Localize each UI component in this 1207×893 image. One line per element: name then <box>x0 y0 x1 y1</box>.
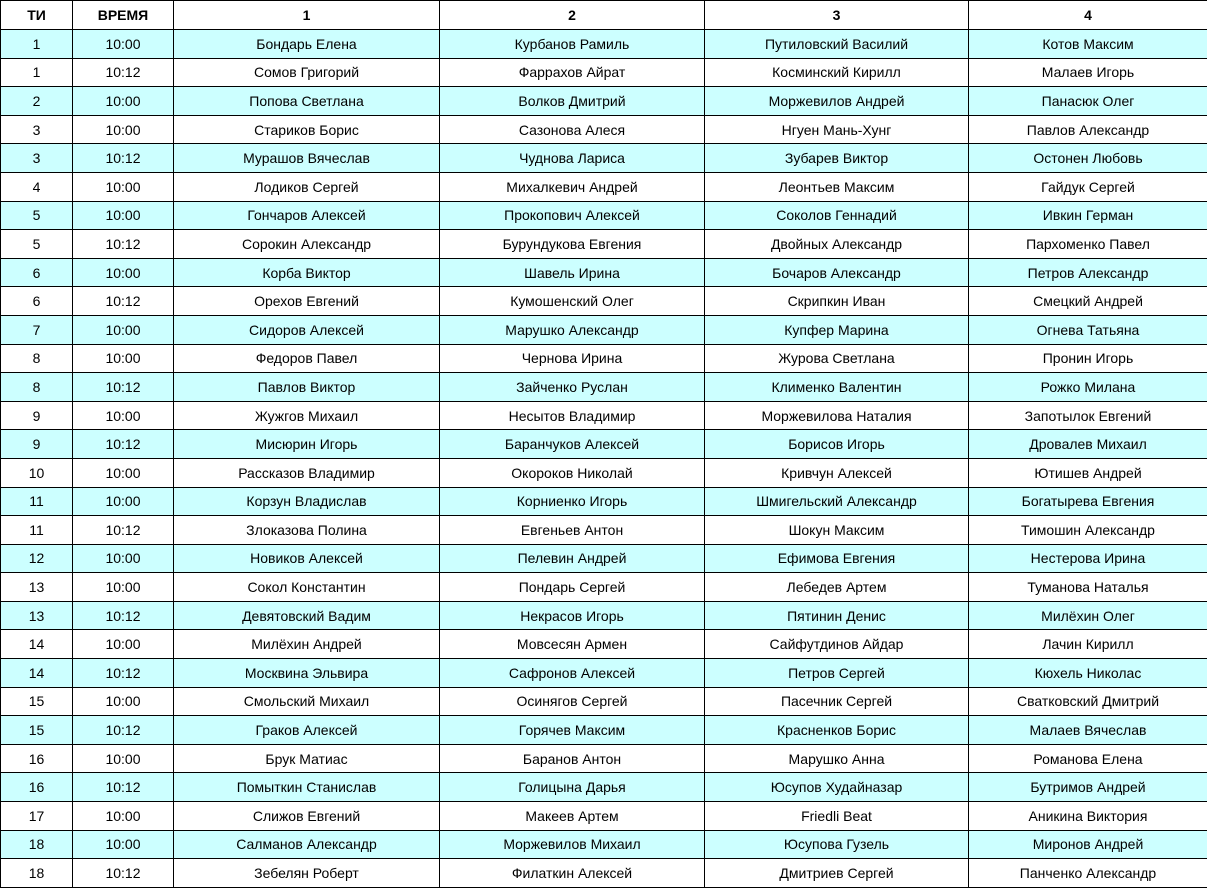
cell-time: 10:00 <box>73 687 174 716</box>
cell-player-4: Остонен Любовь <box>969 144 1207 173</box>
header-ti: ТИ <box>1 1 73 30</box>
cell-player-3: Двойных Александр <box>705 230 969 259</box>
cell-player-2: Михалкевич Андрей <box>440 172 705 201</box>
table-row <box>1 172 1207 201</box>
cell-player-1: Орехов Евгений <box>174 287 440 316</box>
cell-time: 10:12 <box>73 716 174 745</box>
cell-player-4: Ивкин Герман <box>969 201 1207 230</box>
table-row <box>1 230 1207 259</box>
cell-player-4: Миронов Андрей <box>969 830 1207 859</box>
cell-time: 10:00 <box>73 458 174 487</box>
cell-player-2: Зайченко Руслан <box>440 373 705 402</box>
cell-time: 10:00 <box>73 401 174 430</box>
cell-ti: 18 <box>1 859 73 888</box>
cell-player-3: Бочаров Александр <box>705 258 969 287</box>
cell-time: 10:00 <box>73 802 174 831</box>
table-row <box>1 315 1207 344</box>
cell-player-2: Волков Дмитрий <box>440 87 705 116</box>
cell-ti: 5 <box>1 201 73 230</box>
cell-player-1: Бондарь Елена <box>174 30 440 59</box>
header-player-2: 2 <box>440 1 705 30</box>
table-row <box>1 630 1207 659</box>
cell-time: 10:12 <box>73 859 174 888</box>
cell-player-2: Макеев Артем <box>440 802 705 831</box>
cell-player-2: Сазонова Алеся <box>440 115 705 144</box>
cell-time: 10:00 <box>73 87 174 116</box>
cell-player-1: Брук Матиас <box>174 744 440 773</box>
cell-ti: 7 <box>1 315 73 344</box>
table-row <box>1 802 1207 831</box>
table-row <box>1 544 1207 573</box>
cell-player-2: Бурундукова Евгения <box>440 230 705 259</box>
table-row <box>1 373 1207 402</box>
cell-player-3: Шокун Максим <box>705 516 969 545</box>
cell-player-2: Прокопович Алексей <box>440 201 705 230</box>
cell-player-4: Панасюк Олег <box>969 87 1207 116</box>
cell-player-2: Мовсесян Армен <box>440 630 705 659</box>
cell-player-3: Борисов Игорь <box>705 430 969 459</box>
table-row <box>1 144 1207 173</box>
cell-ti: 17 <box>1 802 73 831</box>
cell-player-4: Петров Александр <box>969 258 1207 287</box>
cell-ti: 3 <box>1 115 73 144</box>
cell-player-4: Аникина Виктория <box>969 802 1207 831</box>
table-row <box>1 87 1207 116</box>
cell-player-2: Горячев Максим <box>440 716 705 745</box>
table-row <box>1 115 1207 144</box>
cell-player-4: Кюхель Николас <box>969 659 1207 688</box>
cell-player-3: Купфер Марина <box>705 315 969 344</box>
cell-player-2: Евгеньев Антон <box>440 516 705 545</box>
cell-player-1: Гончаров Алексей <box>174 201 440 230</box>
table-row <box>1 830 1207 859</box>
header-time: ВРЕМЯ <box>73 1 174 30</box>
cell-player-2: Голицына Дарья <box>440 773 705 802</box>
cell-player-4: Туманова Наталья <box>969 573 1207 602</box>
cell-player-3: Лебедев Артем <box>705 573 969 602</box>
cell-ti: 15 <box>1 716 73 745</box>
cell-player-1: Жужгов Михаил <box>174 401 440 430</box>
table-row <box>1 201 1207 230</box>
cell-player-4: Гайдук Сергей <box>969 172 1207 201</box>
cell-player-4: Малаев Игорь <box>969 58 1207 87</box>
cell-player-3: Моржевилов Андрей <box>705 87 969 116</box>
cell-time: 10:12 <box>73 144 174 173</box>
cell-time: 10:12 <box>73 659 174 688</box>
cell-player-4: Милёхин Олег <box>969 601 1207 630</box>
cell-player-2: Кумошенский Олег <box>440 287 705 316</box>
cell-ti: 15 <box>1 687 73 716</box>
cell-player-4: Рожко Милана <box>969 373 1207 402</box>
cell-player-3: Клименко Валентин <box>705 373 969 402</box>
cell-player-2: Баранов Антон <box>440 744 705 773</box>
cell-player-1: Сорокин Александр <box>174 230 440 259</box>
cell-player-1: Сидоров Алексей <box>174 315 440 344</box>
table-row <box>1 430 1207 459</box>
cell-player-4: Павлов Александр <box>969 115 1207 144</box>
cell-player-4: Смецкий Андрей <box>969 287 1207 316</box>
cell-player-3: Красненков Борис <box>705 716 969 745</box>
cell-player-4: Нестерова Ирина <box>969 544 1207 573</box>
cell-time: 10:00 <box>73 487 174 516</box>
table-row <box>1 859 1207 888</box>
table-row <box>1 401 1207 430</box>
cell-time: 10:00 <box>73 201 174 230</box>
cell-player-1: Помыткин Станислав <box>174 773 440 802</box>
cell-ti: 9 <box>1 401 73 430</box>
table-row <box>1 601 1207 630</box>
cell-time: 10:12 <box>73 773 174 802</box>
cell-ti: 6 <box>1 258 73 287</box>
cell-player-2: Несытов Владимир <box>440 401 705 430</box>
cell-player-3: Кривчун Алексей <box>705 458 969 487</box>
cell-ti: 14 <box>1 659 73 688</box>
cell-player-3: Friedli Beat <box>705 802 969 831</box>
cell-player-1: Лодиков Сергей <box>174 172 440 201</box>
table-row <box>1 573 1207 602</box>
cell-player-1: Рассказов Владимир <box>174 458 440 487</box>
cell-time: 10:12 <box>73 230 174 259</box>
cell-ti: 6 <box>1 287 73 316</box>
cell-player-2: Баранчуков Алексей <box>440 430 705 459</box>
cell-player-3: Юсупов Худайназар <box>705 773 969 802</box>
cell-player-3: Пасечник Сергей <box>705 687 969 716</box>
cell-player-2: Курбанов Рамиль <box>440 30 705 59</box>
cell-player-3: Зубарев Виктор <box>705 144 969 173</box>
cell-player-3: Соколов Геннадий <box>705 201 969 230</box>
cell-ti: 12 <box>1 544 73 573</box>
cell-ti: 18 <box>1 830 73 859</box>
table-header <box>1 1 1207 30</box>
cell-player-1: Сокол Константин <box>174 573 440 602</box>
cell-player-3: Пятинин Денис <box>705 601 969 630</box>
header-player-1: 1 <box>174 1 440 30</box>
cell-time: 10:00 <box>73 115 174 144</box>
table-row <box>1 30 1207 59</box>
cell-ti: 16 <box>1 744 73 773</box>
cell-player-1: Девятовский Вадим <box>174 601 440 630</box>
table-row <box>1 687 1207 716</box>
table-body <box>1 30 1207 888</box>
cell-player-3: Юсупова Гузель <box>705 830 969 859</box>
cell-player-3: Петров Сергей <box>705 659 969 688</box>
cell-player-3: Косминский Кирилл <box>705 58 969 87</box>
cell-player-3: Ефимова Евгения <box>705 544 969 573</box>
cell-player-4: Запотылок Евгений <box>969 401 1207 430</box>
cell-player-4: Богатырева Евгения <box>969 487 1207 516</box>
cell-player-3: Нгуен Мань-Хунг <box>705 115 969 144</box>
cell-ti: 2 <box>1 87 73 116</box>
cell-player-4: Огнева Татьяна <box>969 315 1207 344</box>
cell-ti: 1 <box>1 30 73 59</box>
cell-player-2: Марушко Александр <box>440 315 705 344</box>
cell-player-1: Корзун Владислав <box>174 487 440 516</box>
cell-time: 10:00 <box>73 573 174 602</box>
cell-player-1: Стариков Борис <box>174 115 440 144</box>
cell-time: 10:00 <box>73 30 174 59</box>
cell-ti: 3 <box>1 144 73 173</box>
header-player-3: 3 <box>705 1 969 30</box>
cell-player-4: Дровалев Михаил <box>969 430 1207 459</box>
cell-player-4: Малаев Вячеслав <box>969 716 1207 745</box>
cell-time: 10:00 <box>73 172 174 201</box>
cell-player-1: Салманов Александр <box>174 830 440 859</box>
cell-ti: 14 <box>1 630 73 659</box>
cell-player-2: Чернова Ирина <box>440 344 705 373</box>
cell-player-1: Зебелян Роберт <box>174 859 440 888</box>
cell-time: 10:12 <box>73 287 174 316</box>
table-row <box>1 487 1207 516</box>
cell-time: 10:00 <box>73 630 174 659</box>
table-row <box>1 744 1207 773</box>
cell-ti: 11 <box>1 487 73 516</box>
cell-player-2: Пондарь Сергей <box>440 573 705 602</box>
cell-player-1: Мурашов Вячеслав <box>174 144 440 173</box>
cell-time: 10:12 <box>73 58 174 87</box>
cell-player-3: Шмигельский Александр <box>705 487 969 516</box>
cell-ti: 1 <box>1 58 73 87</box>
cell-ti: 10 <box>1 458 73 487</box>
cell-time: 10:12 <box>73 430 174 459</box>
cell-player-3: Путиловский Василий <box>705 30 969 59</box>
cell-player-3: Скрипкин Иван <box>705 287 969 316</box>
cell-player-3: Дмитриев Сергей <box>705 859 969 888</box>
cell-player-4: Сватковский Дмитрий <box>969 687 1207 716</box>
cell-time: 10:00 <box>73 315 174 344</box>
cell-player-4: Бутримов Андрей <box>969 773 1207 802</box>
cell-player-4: Ютишев Андрей <box>969 458 1207 487</box>
cell-player-2: Шавель Ирина <box>440 258 705 287</box>
cell-player-2: Филаткин Алексей <box>440 859 705 888</box>
cell-player-2: Окороков Николай <box>440 458 705 487</box>
header-row <box>1 1 1207 30</box>
cell-player-1: Павлов Виктор <box>174 373 440 402</box>
cell-player-3: Моржевилова Наталия <box>705 401 969 430</box>
cell-player-4: Панченко Александр <box>969 859 1207 888</box>
cell-player-2: Некрасов Игорь <box>440 601 705 630</box>
cell-time: 10:00 <box>73 258 174 287</box>
cell-time: 10:00 <box>73 544 174 573</box>
cell-ti: 8 <box>1 344 73 373</box>
cell-player-1: Попова Светлана <box>174 87 440 116</box>
cell-time: 10:00 <box>73 830 174 859</box>
cell-player-2: Корниенко Игорь <box>440 487 705 516</box>
cell-player-3: Марушко Анна <box>705 744 969 773</box>
cell-player-2: Фаррахов Айрат <box>440 58 705 87</box>
table-row <box>1 659 1207 688</box>
cell-player-2: Моржевилов Михаил <box>440 830 705 859</box>
cell-time: 10:12 <box>73 516 174 545</box>
cell-ti: 5 <box>1 230 73 259</box>
cell-player-4: Лачин Кирилл <box>969 630 1207 659</box>
cell-player-4: Пархоменко Павел <box>969 230 1207 259</box>
cell-ti: 8 <box>1 373 73 402</box>
cell-player-1: Сомов Григорий <box>174 58 440 87</box>
cell-player-3: Сайфутдинов Айдар <box>705 630 969 659</box>
cell-time: 10:12 <box>73 601 174 630</box>
table-row <box>1 344 1207 373</box>
cell-player-2: Пелевин Андрей <box>440 544 705 573</box>
cell-player-2: Сафронов Алексей <box>440 659 705 688</box>
cell-ti: 9 <box>1 430 73 459</box>
cell-player-4: Романова Елена <box>969 744 1207 773</box>
table-row <box>1 58 1207 87</box>
cell-player-1: Злоказова Полина <box>174 516 440 545</box>
cell-player-1: Смольский Михаил <box>174 687 440 716</box>
table-row <box>1 716 1207 745</box>
cell-ti: 4 <box>1 172 73 201</box>
table-row <box>1 516 1207 545</box>
cell-player-4: Котов Максим <box>969 30 1207 59</box>
cell-player-2: Осинягов Сергей <box>440 687 705 716</box>
cell-ti: 13 <box>1 573 73 602</box>
cell-player-3: Леонтьев Максим <box>705 172 969 201</box>
cell-player-1: Граков Алексей <box>174 716 440 745</box>
cell-player-3: Журова Светлана <box>705 344 969 373</box>
cell-time: 10:00 <box>73 344 174 373</box>
cell-player-2: Чуднова Лариса <box>440 144 705 173</box>
table-row <box>1 773 1207 802</box>
cell-ti: 16 <box>1 773 73 802</box>
cell-player-1: Милёхин Андрей <box>174 630 440 659</box>
cell-player-4: Тимошин Александр <box>969 516 1207 545</box>
cell-ti: 11 <box>1 516 73 545</box>
table-row <box>1 458 1207 487</box>
cell-player-1: Мисюрин Игорь <box>174 430 440 459</box>
cell-player-4: Пронин Игорь <box>969 344 1207 373</box>
cell-player-1: Москвина Эльвира <box>174 659 440 688</box>
table-row <box>1 258 1207 287</box>
table-row <box>1 287 1207 316</box>
cell-ti: 13 <box>1 601 73 630</box>
cell-player-1: Федоров Павел <box>174 344 440 373</box>
cell-player-1: Новиков Алексей <box>174 544 440 573</box>
cell-time: 10:00 <box>73 744 174 773</box>
cell-player-1: Слижов Евгений <box>174 802 440 831</box>
header-player-4: 4 <box>969 1 1207 30</box>
cell-time: 10:12 <box>73 373 174 402</box>
cell-player-1: Корба Виктор <box>174 258 440 287</box>
